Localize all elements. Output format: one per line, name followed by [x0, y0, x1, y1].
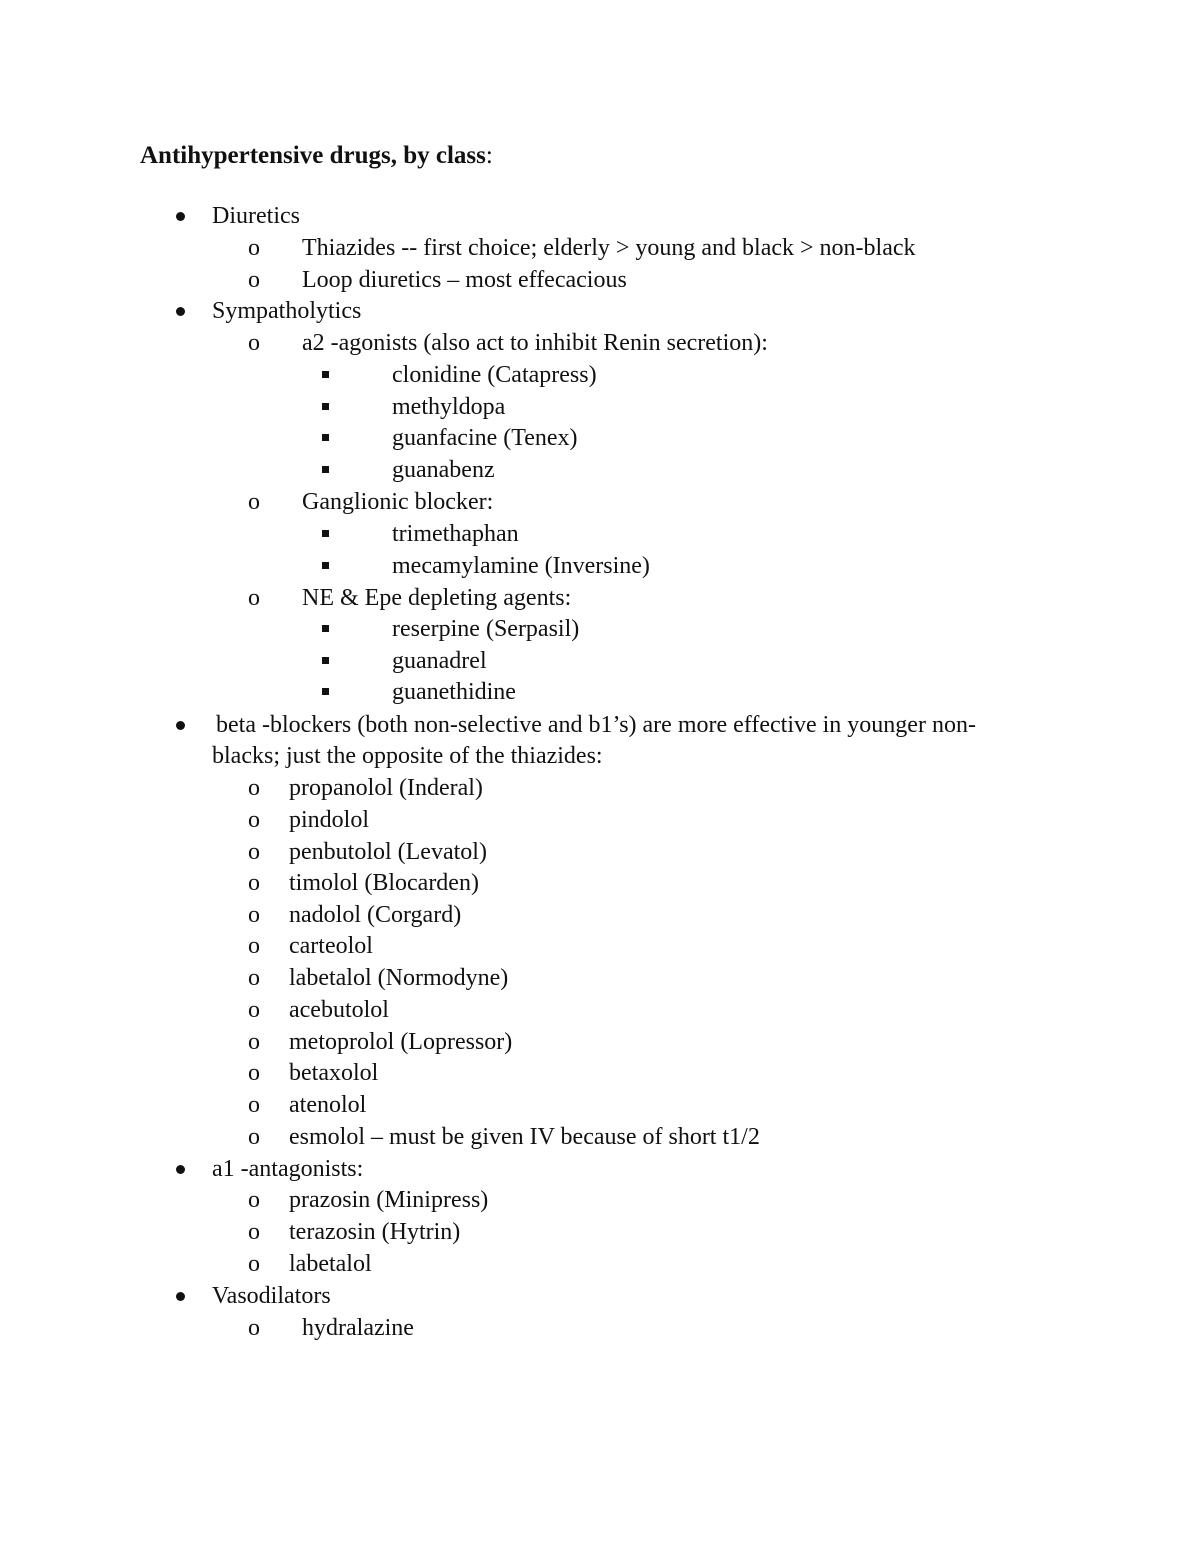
- bullet-circle: o: [248, 1315, 260, 1341]
- bullet-dot: [176, 212, 185, 221]
- bullet-square: [322, 466, 329, 473]
- bullet-square: [322, 403, 329, 410]
- list-item: betaxolol: [289, 1060, 379, 1086]
- list-item: prazosin (Minipress): [289, 1187, 489, 1213]
- bullet-circle: o: [248, 1124, 260, 1150]
- bullet-circle: o: [248, 1187, 260, 1213]
- list-item: guanadrel: [392, 648, 487, 674]
- list-item: metoprolol (Lopressor): [289, 1029, 513, 1055]
- bullet-circle: o: [248, 330, 260, 356]
- list-item: pindolol: [289, 807, 370, 833]
- list-item: esmolol – must be given IV because of short t1/2: [289, 1124, 760, 1150]
- bullet-circle: o: [248, 839, 260, 865]
- bullet-dot: [176, 1292, 185, 1301]
- bullet-circle: o: [248, 267, 260, 293]
- bullet-dot: [176, 721, 185, 730]
- list-item: Loop diuretics – most effecacious: [302, 267, 627, 293]
- list-item: guanethidine: [392, 679, 516, 705]
- bullet-circle: o: [248, 933, 260, 959]
- bullet-circle: o: [248, 807, 260, 833]
- bullet-circle: o: [248, 1029, 260, 1055]
- subsection-ne-epe-depleting: NE & Epe depleting agents:: [302, 585, 572, 611]
- bullet-dot: [176, 1165, 185, 1174]
- list-item: hydralazine: [302, 1315, 414, 1341]
- list-item: labetalol (Normodyne): [289, 965, 509, 991]
- bullet-circle: o: [248, 1092, 260, 1118]
- subsection-a2-agonists: a2 -agonists (also act to inhibit Renin secretion):: [302, 330, 768, 356]
- section-sympatholytics: Sympatholytics: [212, 298, 362, 324]
- section-vasodilators: Vasodilators: [212, 1283, 331, 1309]
- section-beta-blockers-cont: blacks; just the opposite of the thiazides:: [212, 743, 603, 769]
- subsection-ganglionic-blocker: Ganglionic blocker:: [302, 489, 494, 515]
- bullet-circle: o: [248, 997, 260, 1023]
- list-item: mecamylamine (Inversine): [392, 553, 650, 579]
- list-item: clonidine (Catapress): [392, 362, 597, 388]
- list-item: trimethaphan: [392, 521, 519, 547]
- bullet-circle: o: [248, 585, 260, 611]
- bullet-square: [322, 434, 329, 441]
- bullet-circle: o: [248, 870, 260, 896]
- list-item: carteolol: [289, 933, 373, 959]
- list-item: timolol (Blocarden): [289, 870, 479, 896]
- list-item: propanolol (Inderal): [289, 775, 483, 801]
- section-diuretics: Diuretics: [212, 203, 300, 229]
- bullet-square: [322, 625, 329, 632]
- bullet-dot: [176, 307, 185, 316]
- list-item: nadolol (Corgard): [289, 902, 462, 928]
- list-item: guanfacine (Tenex): [392, 425, 578, 451]
- bullet-circle: o: [248, 235, 260, 261]
- bullet-square: [322, 371, 329, 378]
- bullet-square: [322, 562, 329, 569]
- bullet-circle: o: [248, 1251, 260, 1277]
- bullet-circle: o: [248, 965, 260, 991]
- bullet-square: [322, 657, 329, 664]
- bullet-square: [322, 688, 329, 695]
- section-beta-blockers: beta -blockers (both non-selective and b1’s) are more effective in younger non-: [216, 712, 976, 738]
- list-item: acebutolol: [289, 997, 389, 1023]
- bullet-circle: o: [248, 1219, 260, 1245]
- bullet-circle: o: [248, 902, 260, 928]
- list-item: labetalol: [289, 1251, 372, 1277]
- bullet-circle: o: [248, 489, 260, 515]
- bullet-circle: o: [248, 1060, 260, 1086]
- page-title: Antihypertensive drugs, by class:: [140, 142, 493, 169]
- bullet-square: [322, 530, 329, 537]
- section-a1-antagonists: a1 -antagonists:: [212, 1156, 364, 1182]
- list-item: reserpine (Serpasil): [392, 616, 580, 642]
- list-item: atenolol: [289, 1092, 367, 1118]
- bullet-circle: o: [248, 775, 260, 801]
- list-item: Thiazides -- first choice; elderly > young and black > non-black: [302, 235, 916, 261]
- list-item: terazosin (Hytrin): [289, 1219, 461, 1245]
- list-item: guanabenz: [392, 457, 495, 483]
- list-item: penbutolol (Levatol): [289, 839, 487, 865]
- list-item: methyldopa: [392, 394, 506, 420]
